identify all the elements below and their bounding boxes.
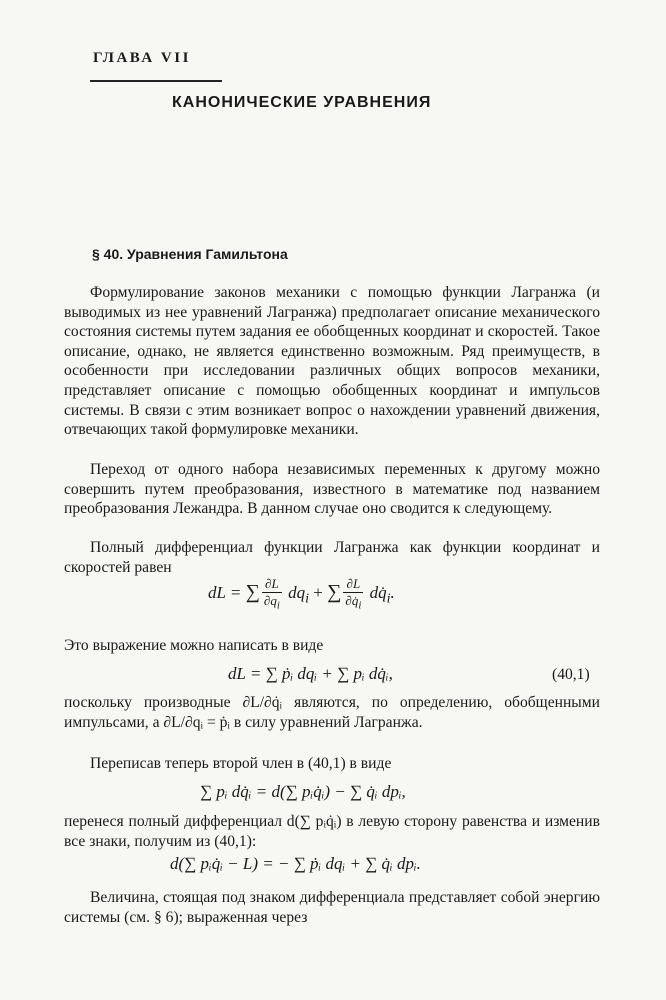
equation-second-term: ∑ pᵢ dq̇ᵢ = d(∑ pᵢq̇ᵢ) − ∑ q̇ᵢ dpᵢ, [200, 782, 406, 801]
paragraph-rewrite: Это выражение можно написать в виде [64, 637, 324, 654]
equation-40-1: dL = ∑ ṗᵢ dqᵢ + ∑ pᵢ dq̇ᵢ, [228, 664, 393, 683]
paragraph-energy: Величина, стоящая под знаком дифференциала представляет собой энергию системы (см. § 6); выраженная через [64, 889, 600, 926]
chapter-label: ГЛАВА VII [93, 50, 191, 66]
chapter-rule [90, 80, 222, 82]
paragraph-total-differential: Полный дифференциал функции Лагранжа как функции координат и скоростей равен [64, 539, 600, 576]
chapter-title: КАНОНИЧЕСКИЕ УРАВНЕНИЯ [172, 94, 432, 111]
equation-hamiltonian-differential: d(∑ pᵢq̇ᵢ − L) = − ∑ ṗᵢ dqᵢ + ∑ q̇ᵢ dpᵢ. [170, 854, 421, 873]
paragraph-momenta: поскольку производные ∂L/∂q̇ᵢ являются, по определению, обобщенными импульсами, а ∂L/∂qᵢ = ṗᵢ в силу уравнений Лагранжа. [64, 694, 600, 731]
paragraph-legendre: Переход от одного набора независимых переменных к другому можно совершить путем преобразования, известного в математике под названием преобразования Лежандра. В данном случае оно сводится к следующему. [64, 461, 600, 518]
paragraph-second-term: Переписав теперь второй член в (40,1) в виде [90, 755, 392, 772]
equation-dl-lagrange: dL = ∑ $\frac{\partial L}{\partial q_i}$ $dq_i$ + ∑ $\frac{\partial L}{\partial q̇_i}$ $dq̇_i$. [208, 576, 395, 612]
section-heading: § 40. Уравнения Гамильтона [92, 246, 288, 262]
paragraph-change-signs: перенеся полный дифференциал d(∑ pᵢq̇ᵢ) в левую сторону равенства и изменив все знаки, получим из (40,1): [64, 813, 600, 850]
paragraph-intro: Формулирование законов механики с помощью функции Лагранжа (и выводимых из нее уравнений Лагранжа) предполагает описание механического состояния системы путем задания ее обобщенных координат и скоростей. Такое описание, однако, не является единственно возможным. Ряд преимуществ, в особенности при исследовании различных общих вопросов механики, представляет описание с помощью обобщенных координат и импульсов системы. В связи с этим возникает вопрос о нахождении уравнений движения, отвечающих такой формулировке механики. [64, 284, 600, 439]
equation-number: (40,1) [552, 666, 590, 683]
